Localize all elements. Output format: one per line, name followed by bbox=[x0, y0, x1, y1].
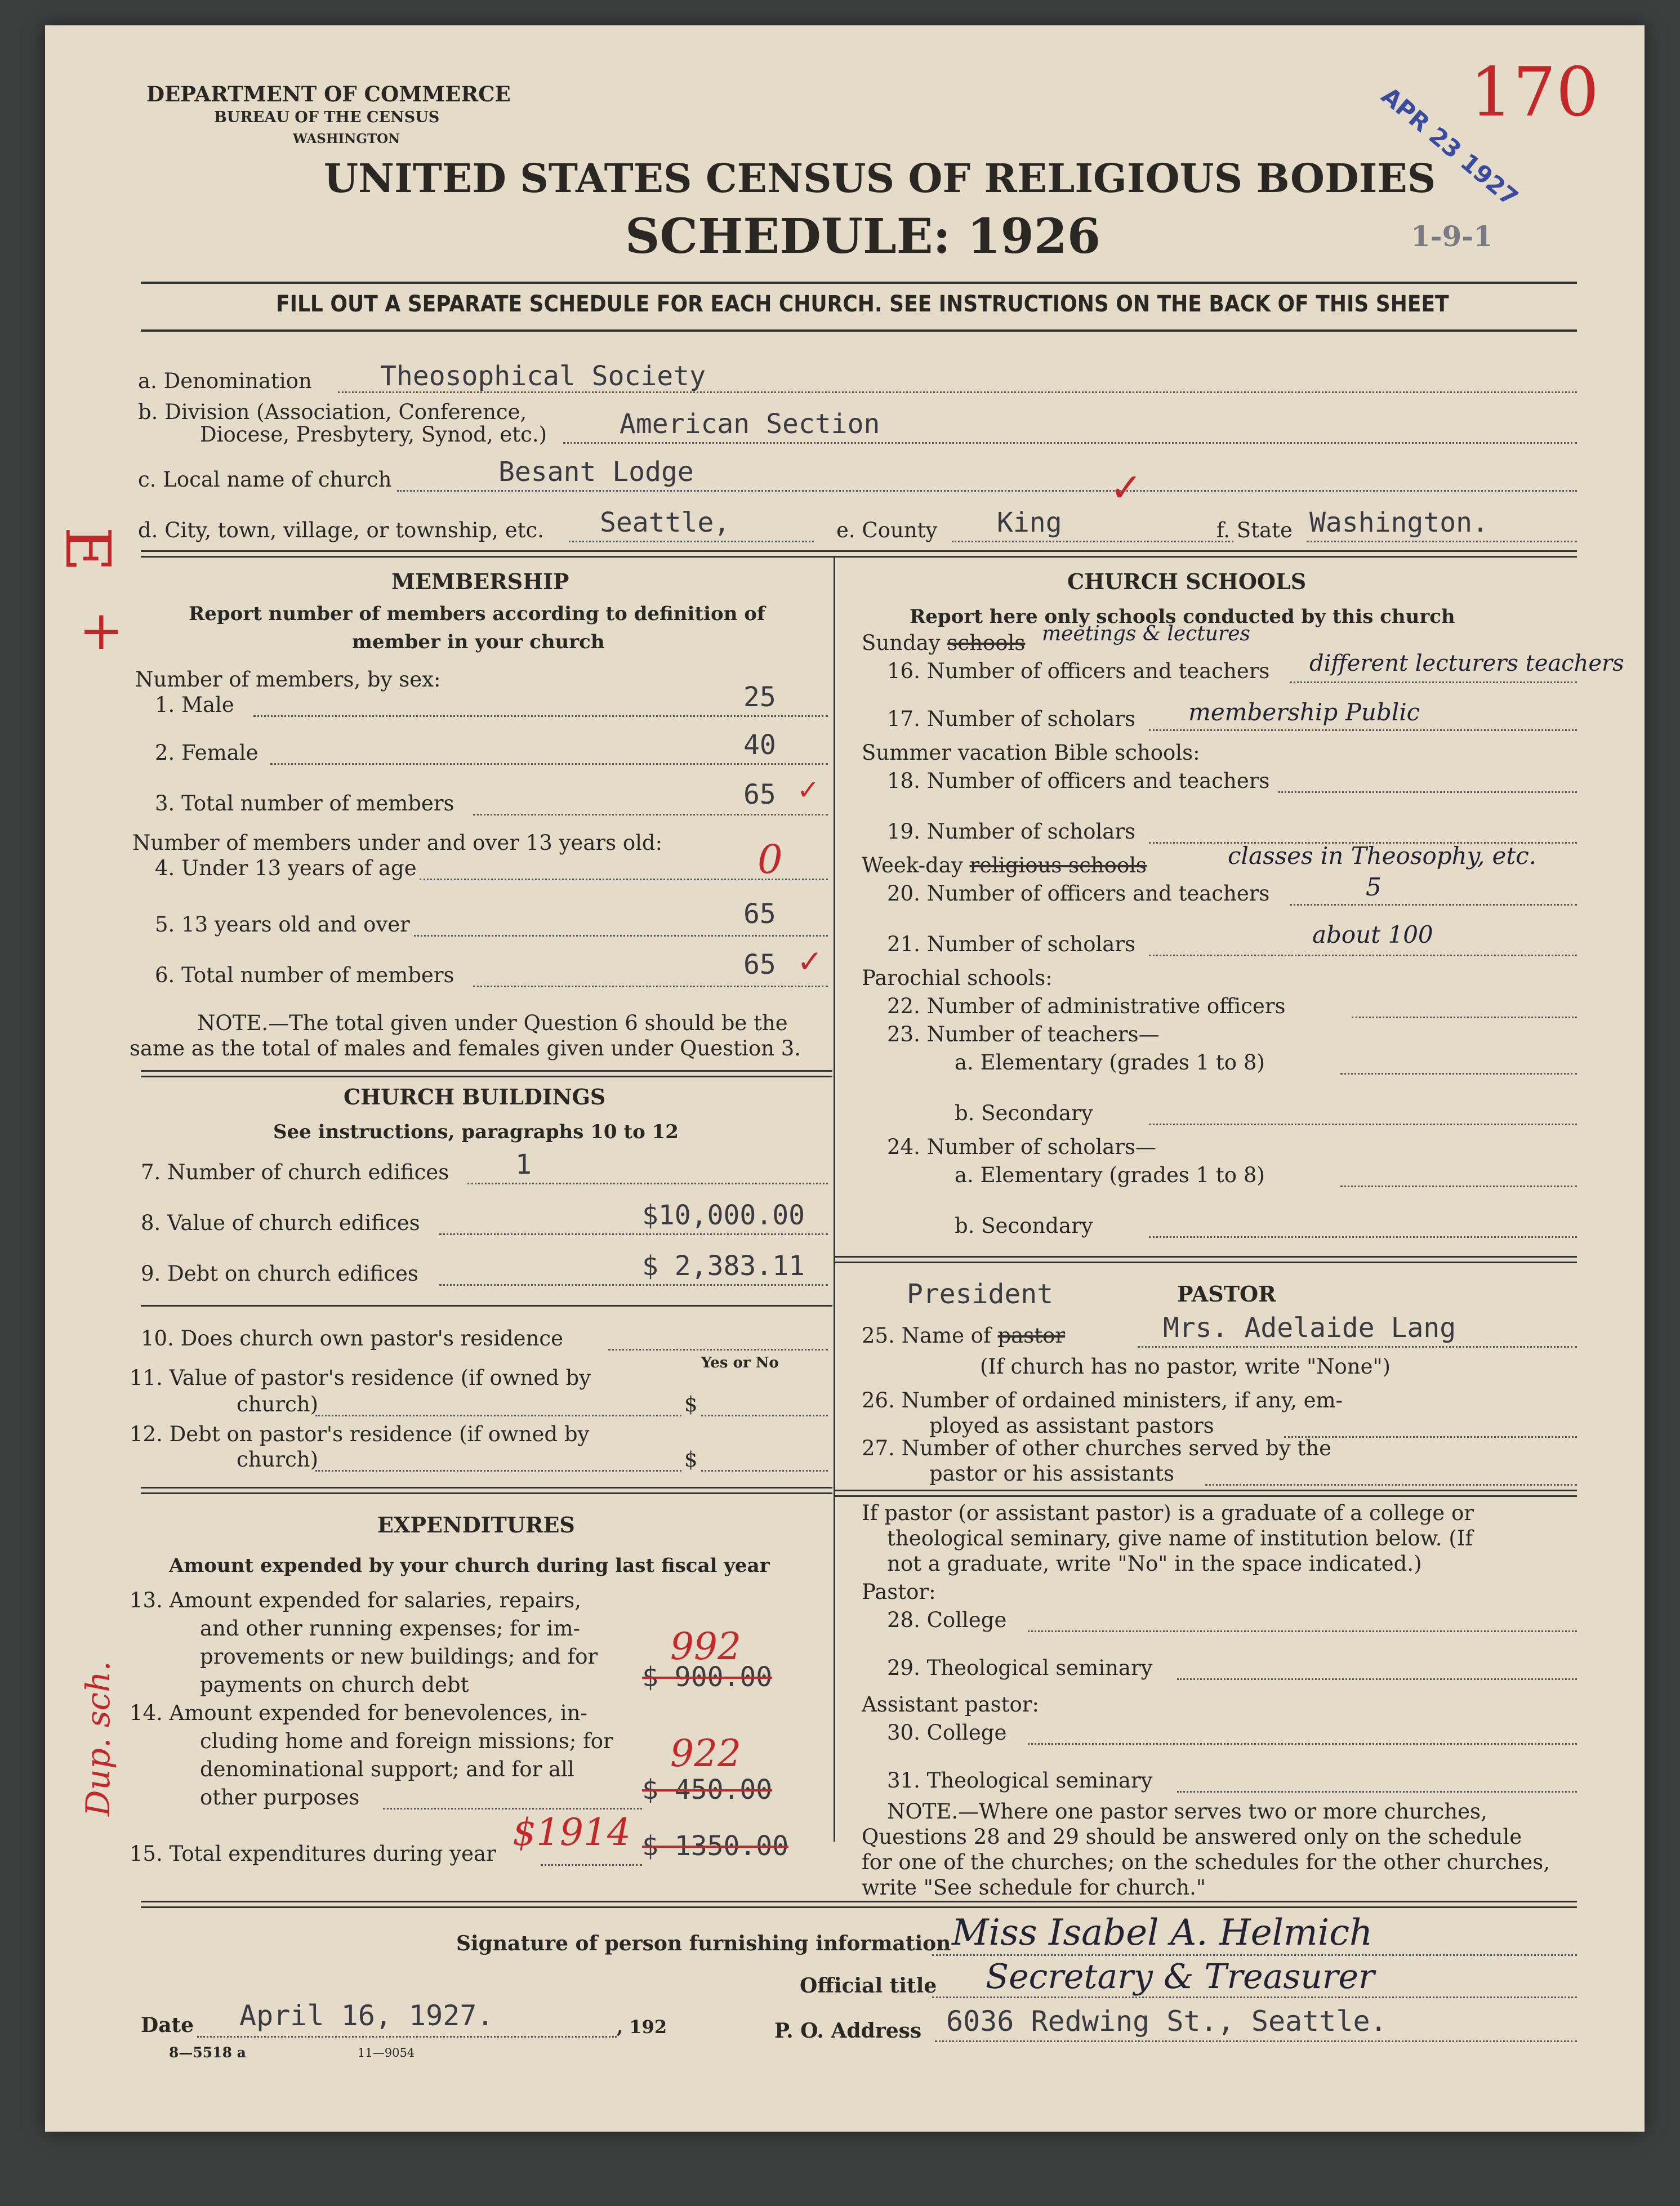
q14-line-4: other purposes bbox=[200, 1785, 360, 1810]
q6-check: ✓ bbox=[797, 943, 823, 979]
q15-value: $ 1350.00 bbox=[642, 1830, 789, 1862]
date-suffix: , 192 bbox=[617, 2016, 667, 2038]
county-value: King bbox=[997, 507, 1062, 538]
q7-label: 7. Number of church edifices bbox=[141, 1160, 449, 1184]
q24b-label: b. Secondary bbox=[955, 1214, 1093, 1238]
q25-struck: pastor bbox=[997, 1323, 1066, 1348]
city-value: Seattle, bbox=[600, 507, 730, 538]
q4-value: 0 bbox=[757, 836, 783, 883]
grad-note-3: not a graduate, write "No" in the space indicated.) bbox=[887, 1552, 1422, 1576]
margin-letter: E bbox=[52, 527, 124, 572]
pastor-note-4: write "See schedule for church." bbox=[862, 1875, 1206, 1900]
parochial-label: Parochial schools: bbox=[862, 966, 1053, 990]
state-value: Washington. bbox=[1309, 507, 1489, 538]
q1-value: 25 bbox=[743, 681, 776, 713]
division-label: b. Division (Association, Conference, bbox=[138, 400, 527, 424]
q27-label: 27. Number of other churches served by the bbox=[862, 1436, 1331, 1460]
footer-divider bbox=[141, 1901, 1577, 1908]
address-label: P. O. Address bbox=[774, 2019, 922, 2043]
division-line bbox=[563, 442, 1577, 444]
state-label: f. State bbox=[1216, 518, 1293, 542]
print-number: 11—9054 bbox=[358, 2046, 415, 2060]
q23b-label: b. Secondary bbox=[955, 1101, 1093, 1125]
pastor-heading: PASTOR bbox=[1177, 1281, 1276, 1307]
q7-line bbox=[467, 1183, 828, 1184]
grad-note-2: theological seminary, give name of institution below. (If bbox=[887, 1526, 1473, 1550]
q28-label: 28. College bbox=[887, 1608, 1007, 1632]
q5-value: 65 bbox=[743, 898, 776, 930]
local-name-line bbox=[397, 490, 1577, 492]
date-value: April 16, 1927. bbox=[239, 1999, 494, 2032]
margin-plus: + bbox=[79, 600, 124, 662]
q19-label: 19. Number of scholars bbox=[887, 819, 1136, 844]
q3-check: ✓ bbox=[797, 774, 820, 806]
q22-line bbox=[1352, 1017, 1577, 1018]
received-stamp: APR 23 1927 bbox=[1376, 82, 1523, 212]
q5-line bbox=[414, 935, 828, 937]
q7-value: 1 bbox=[515, 1149, 532, 1180]
local-name-label: c. Local name of church bbox=[138, 467, 392, 492]
q21-value: about 100 bbox=[1312, 921, 1433, 948]
pastor-note-2: Questions 28 and 29 should be answered only on the schedule bbox=[862, 1825, 1522, 1849]
q16-line bbox=[1290, 681, 1577, 683]
signature-value: Miss Isabel A. Helmich bbox=[952, 1912, 1373, 1954]
weekday-label bbox=[862, 853, 1147, 877]
q18-label: 18. Number of officers and teachers bbox=[887, 769, 1270, 793]
membership-note-2: same as the total of males and females given under Question 3. bbox=[130, 1036, 801, 1060]
q30-line bbox=[1028, 1743, 1577, 1745]
q12-label: 12. Debt on pastor's residence (if owned by bbox=[130, 1422, 590, 1446]
q13-line-3: provements or new buildings; and for bbox=[200, 1645, 598, 1669]
denomination-label: a. Denomination bbox=[138, 369, 312, 393]
q24a-label: a. Elementary (grades 1 to 8) bbox=[955, 1163, 1265, 1187]
q3-value: 65 bbox=[743, 779, 776, 810]
state-line bbox=[1307, 541, 1577, 542]
official-title-value: Secretary & Treasurer bbox=[986, 1957, 1375, 1996]
address-line bbox=[935, 2040, 1577, 2042]
buildings-heading: CHURCH BUILDINGS bbox=[344, 1084, 606, 1109]
q17-label: 17. Number of scholars bbox=[887, 707, 1136, 731]
pastor-note-3: for one of the churches; on the schedules for the other churches, bbox=[862, 1850, 1550, 1874]
q15-label: 15. Total expenditures during year bbox=[130, 1842, 496, 1866]
q5-label: 5. 13 years old and over bbox=[155, 912, 410, 937]
q11-label: 11. Value of pastor's residence (if owned by bbox=[130, 1366, 591, 1390]
expenditures-sub: Amount expended by your church during last fiscal year bbox=[169, 1554, 770, 1577]
q11-dollar: $ bbox=[684, 1392, 698, 1416]
summer-label: Summer vacation Bible schools: bbox=[862, 741, 1200, 765]
grad-note-1: If pastor (or assistant pastor) is a graduate of a college or bbox=[862, 1501, 1474, 1525]
expenditures-heading: EXPENDITURES bbox=[377, 1512, 575, 1537]
q13-correction: 992 bbox=[670, 1625, 741, 1668]
q14-line bbox=[383, 1808, 642, 1810]
q3-line bbox=[473, 814, 828, 815]
margin-dup-note: Dup. sch. bbox=[79, 1661, 117, 1816]
q14-line-2: cluding home and foreign missions; for bbox=[200, 1729, 613, 1753]
q17-line bbox=[1149, 729, 1577, 731]
schools-divider bbox=[835, 1256, 1577, 1263]
buildings-rule bbox=[141, 1305, 832, 1307]
sunday-struck: schools bbox=[947, 631, 1026, 655]
q23b-line bbox=[1149, 1124, 1577, 1125]
q17-value: membership Public bbox=[1188, 698, 1420, 726]
q6-line bbox=[473, 986, 828, 987]
buildings-divider bbox=[141, 1487, 832, 1494]
official-title-label: Official title bbox=[800, 1974, 937, 1998]
q14-correction: 922 bbox=[670, 1732, 741, 1775]
form-code: 1-9-1 bbox=[1411, 220, 1493, 253]
q27-line bbox=[1205, 1484, 1577, 1486]
q16-value: different lecturers teachers bbox=[1309, 650, 1624, 676]
q21-line bbox=[1149, 955, 1577, 956]
weekday-struck: religious schools bbox=[969, 853, 1147, 877]
schedule-title: SCHEDULE: 1926 bbox=[625, 208, 1101, 265]
q30-label: 30. College bbox=[887, 1721, 1007, 1745]
membership-note-1: NOTE.—The total given under Question 6 should be the bbox=[197, 1011, 788, 1035]
q8-label: 8. Value of church edifices bbox=[141, 1211, 420, 1235]
q29-label: 29. Theological seminary bbox=[887, 1656, 1153, 1680]
membership-divider bbox=[141, 1070, 832, 1077]
q20-line bbox=[1290, 904, 1577, 906]
header-rule-top bbox=[141, 282, 1577, 284]
q24b-line bbox=[1149, 1236, 1577, 1238]
schools-sub: Report here only schools conducted by this church bbox=[910, 605, 1455, 628]
q11-line bbox=[315, 1415, 681, 1416]
q29-line bbox=[1177, 1678, 1577, 1680]
identity-divider bbox=[141, 550, 1577, 558]
weekday-note: classes in Theosophy, etc. bbox=[1228, 842, 1537, 870]
yes-no-label: Yes or No bbox=[701, 1354, 779, 1371]
q26-label-2: ployed as assistant pastors bbox=[929, 1414, 1214, 1438]
official-title-line bbox=[932, 1996, 1577, 1998]
membership-sub-1: Report number of members according to definition of bbox=[189, 603, 765, 625]
date-label: Date bbox=[141, 2013, 194, 2037]
pastor-note-1: NOTE.—Where one pastor serves two or more churches, bbox=[887, 1799, 1487, 1824]
q12-label-2: church) bbox=[237, 1447, 319, 1472]
pastor-sublabel: Pastor: bbox=[862, 1580, 936, 1604]
q14-value: $ 450.00 bbox=[642, 1774, 773, 1806]
q16-label: 16. Number of officers and teachers bbox=[887, 659, 1270, 683]
q9-label: 9. Debt on church edifices bbox=[141, 1262, 418, 1286]
q8-line bbox=[439, 1233, 828, 1235]
q31-line bbox=[1177, 1791, 1577, 1793]
q6-label: 6. Total number of members bbox=[155, 963, 454, 987]
q10-label: 10. Does church own pastor's residence bbox=[141, 1326, 564, 1351]
weekday-word: Week-day bbox=[862, 853, 963, 877]
instruction-line: FILL OUT A SEPARATE SCHEDULE FOR EACH CHURCH. SEE INSTRUCTIONS ON THE BACK OF THIS SHEET bbox=[276, 291, 1449, 317]
denomination-value: Theosophical Society bbox=[380, 360, 706, 392]
q9-value: $ 2,383.11 bbox=[642, 1250, 805, 1282]
q11-label-2: church) bbox=[237, 1392, 319, 1416]
q13-value: $ 900.00 bbox=[642, 1661, 773, 1693]
signature-line bbox=[932, 1954, 1577, 1956]
q23a-line bbox=[1340, 1073, 1577, 1075]
q24a-line bbox=[1340, 1186, 1577, 1187]
q25-text: 25. Name of bbox=[862, 1323, 991, 1348]
address-value: 6036 Redwing St., Seattle. bbox=[946, 2005, 1387, 2038]
q2-line bbox=[270, 763, 828, 765]
form-title: UNITED STATES CENSUS OF RELIGIOUS BODIES bbox=[324, 155, 1436, 202]
q21-label: 21. Number of scholars bbox=[887, 932, 1136, 956]
q12-dollar: $ bbox=[684, 1447, 698, 1472]
buildings-sub: See instructions, paragraphs 10 to 12 bbox=[273, 1121, 679, 1143]
q25-label bbox=[862, 1323, 1065, 1348]
division-label-2: Diocese, Presbytery, Synod, etc.) bbox=[200, 422, 547, 447]
date-line bbox=[197, 2036, 617, 2038]
q20-label: 20. Number of officers and teachers bbox=[887, 881, 1270, 906]
form-number: 8—5518 a bbox=[169, 2044, 246, 2061]
q23-label: 23. Number of teachers— bbox=[887, 1022, 1160, 1046]
q4-label: 4. Under 13 years of age bbox=[155, 856, 417, 880]
q11-amount-line bbox=[701, 1415, 828, 1416]
q22-label: 22. Number of administrative officers bbox=[887, 994, 1286, 1018]
q1-line bbox=[253, 715, 828, 717]
q18-line bbox=[1278, 791, 1577, 793]
q24-label: 24. Number of scholars— bbox=[887, 1135, 1157, 1159]
q2-value: 40 bbox=[743, 729, 776, 761]
census-form-sheet bbox=[45, 25, 1645, 2132]
q26-label: 26. Number of ordained ministers, if any, em- bbox=[862, 1388, 1343, 1412]
check-mark: ✓ bbox=[1109, 465, 1143, 511]
local-name-value: Besant Lodge bbox=[498, 456, 694, 488]
q14-line-1: 14. Amount expended for benevolences, in- bbox=[130, 1701, 587, 1725]
q27-label-2: pastor or his assistants bbox=[929, 1461, 1174, 1486]
q6-value: 65 bbox=[743, 949, 776, 981]
membership-sub-2: member in your church bbox=[352, 631, 605, 653]
by-age-label: Number of members under and over 13 years old: bbox=[132, 831, 663, 855]
q15-line bbox=[541, 1864, 642, 1866]
q10-line bbox=[608, 1349, 828, 1351]
q8-value: $10,000.00 bbox=[642, 1200, 805, 1231]
q1-label: 1. Male bbox=[155, 693, 234, 717]
q3-label: 3. Total number of members bbox=[155, 791, 454, 815]
city-label: WASHINGTON bbox=[293, 131, 400, 146]
city-label: d. City, town, village, or township, etc. bbox=[138, 518, 544, 542]
president-annotation: President bbox=[907, 1278, 1054, 1310]
q13-line-4: payments on church debt bbox=[200, 1673, 469, 1697]
sunday-label bbox=[862, 631, 1025, 655]
q25-value: Mrs. Adelaide Lang bbox=[1163, 1312, 1456, 1344]
assistant-sublabel: Assistant pastor: bbox=[862, 1692, 1039, 1717]
q25-sub: (If church has no pastor, write "None") bbox=[980, 1354, 1391, 1379]
q28-line bbox=[1028, 1630, 1577, 1632]
q31-label: 31. Theological seminary bbox=[887, 1768, 1153, 1793]
q12-line bbox=[315, 1470, 681, 1472]
q9-line bbox=[439, 1284, 828, 1286]
sunday-note: meetings & lectures bbox=[1042, 622, 1250, 645]
bureau-label: BUREAU OF THE CENSUS bbox=[214, 109, 440, 126]
membership-heading: MEMBERSHIP bbox=[391, 569, 569, 594]
q12-amount-line bbox=[701, 1470, 828, 1472]
signature-label: Signature of person furnishing information bbox=[456, 1932, 951, 1955]
pastor-divider bbox=[835, 1490, 1577, 1497]
city-line bbox=[569, 541, 814, 542]
q23a-label: a. Elementary (grades 1 to 8) bbox=[955, 1050, 1265, 1075]
county-line bbox=[952, 541, 1233, 542]
division-value: American Section bbox=[620, 408, 880, 440]
q14-line-3: denominational support; and for all bbox=[200, 1757, 574, 1781]
sunday-word: Sunday bbox=[862, 631, 941, 655]
stamp-number: 170 bbox=[1470, 54, 1599, 132]
q13-line-2: and other running expenses; for im- bbox=[200, 1616, 581, 1641]
column-divider bbox=[834, 558, 835, 1842]
header-rule-bottom bbox=[141, 329, 1577, 332]
by-sex-label: Number of members, by sex: bbox=[135, 667, 441, 692]
q15-correction: $1914 bbox=[513, 1811, 631, 1854]
county-label: e. County bbox=[836, 518, 938, 542]
q13-line-1: 13. Amount expended for salaries, repairs, bbox=[130, 1588, 582, 1612]
q20-value: 5 bbox=[1366, 873, 1382, 902]
q2-label: 2. Female bbox=[155, 741, 259, 765]
q25-line bbox=[1138, 1346, 1577, 1348]
schools-heading: CHURCH SCHOOLS bbox=[1067, 569, 1307, 594]
department-label: DEPARTMENT OF COMMERCE bbox=[146, 82, 511, 106]
